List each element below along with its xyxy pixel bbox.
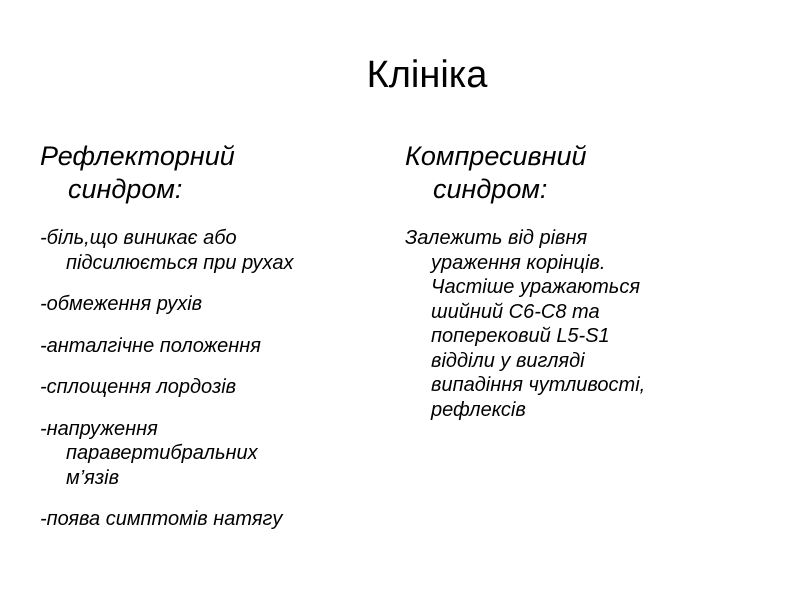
- left-item-5-line-2: паравертибральних: [66, 442, 258, 464]
- right-paragraph-line-3: Частіше уражаються: [431, 276, 641, 298]
- left-list-item-tension-symptoms: [40, 507, 385, 532]
- left-list-item-lordosis: [40, 375, 385, 400]
- right-column-paragraph: [405, 226, 775, 422]
- left-list-item-movement-limit: [40, 292, 385, 317]
- left-column-reflex-syndrome: [40, 140, 385, 549]
- slide-title-text: Клініка: [366, 54, 488, 96]
- left-item-3-line-1: -анталгічне положення: [40, 334, 261, 357]
- left-column-heading: [40, 140, 385, 206]
- right-heading-line-2: синдром:: [433, 174, 548, 204]
- right-paragraph-line-7: випадіння чутливості,: [431, 374, 646, 396]
- right-column-compression-syndrome: [405, 140, 775, 422]
- left-list-item-pain: [40, 226, 385, 275]
- right-paragraph-line-2: ураження корінців.: [431, 251, 606, 274]
- right-heading-line-1: Компресивний: [405, 141, 587, 171]
- slide-title: [0, 52, 794, 98]
- left-item-5-line-1: -напруження: [40, 417, 158, 440]
- left-heading-line-2: синдром:: [68, 174, 183, 204]
- right-paragraph-line-8: рефлексів: [431, 398, 526, 421]
- left-item-1-line-1: -біль,що виникає або: [40, 227, 237, 249]
- left-item-2-line-1: -обмеження рухів: [40, 293, 203, 315]
- left-list-item-muscle-tension: [40, 417, 385, 491]
- right-paragraph-line-4: шийний С6-С8 та: [431, 300, 600, 323]
- left-item-5-line-3: м’язів: [66, 466, 120, 489]
- right-column-heading: [405, 140, 775, 206]
- left-item-6-line-1: -поява симптомів натягу: [40, 508, 283, 530]
- left-item-1-line-2: підсилюється при рухах: [66, 251, 294, 274]
- left-list-item-antalgic-position: [40, 334, 385, 359]
- left-item-4-line-1: -сплощення лордозів: [40, 376, 237, 398]
- left-heading-line-1: Рефлекторний: [40, 141, 235, 171]
- right-paragraph-line-6: відділи у вигляді: [431, 349, 585, 372]
- right-paragraph-line-1: Залежить від рівня: [405, 227, 588, 249]
- right-paragraph-line-5: поперековий L5-S1: [431, 325, 610, 347]
